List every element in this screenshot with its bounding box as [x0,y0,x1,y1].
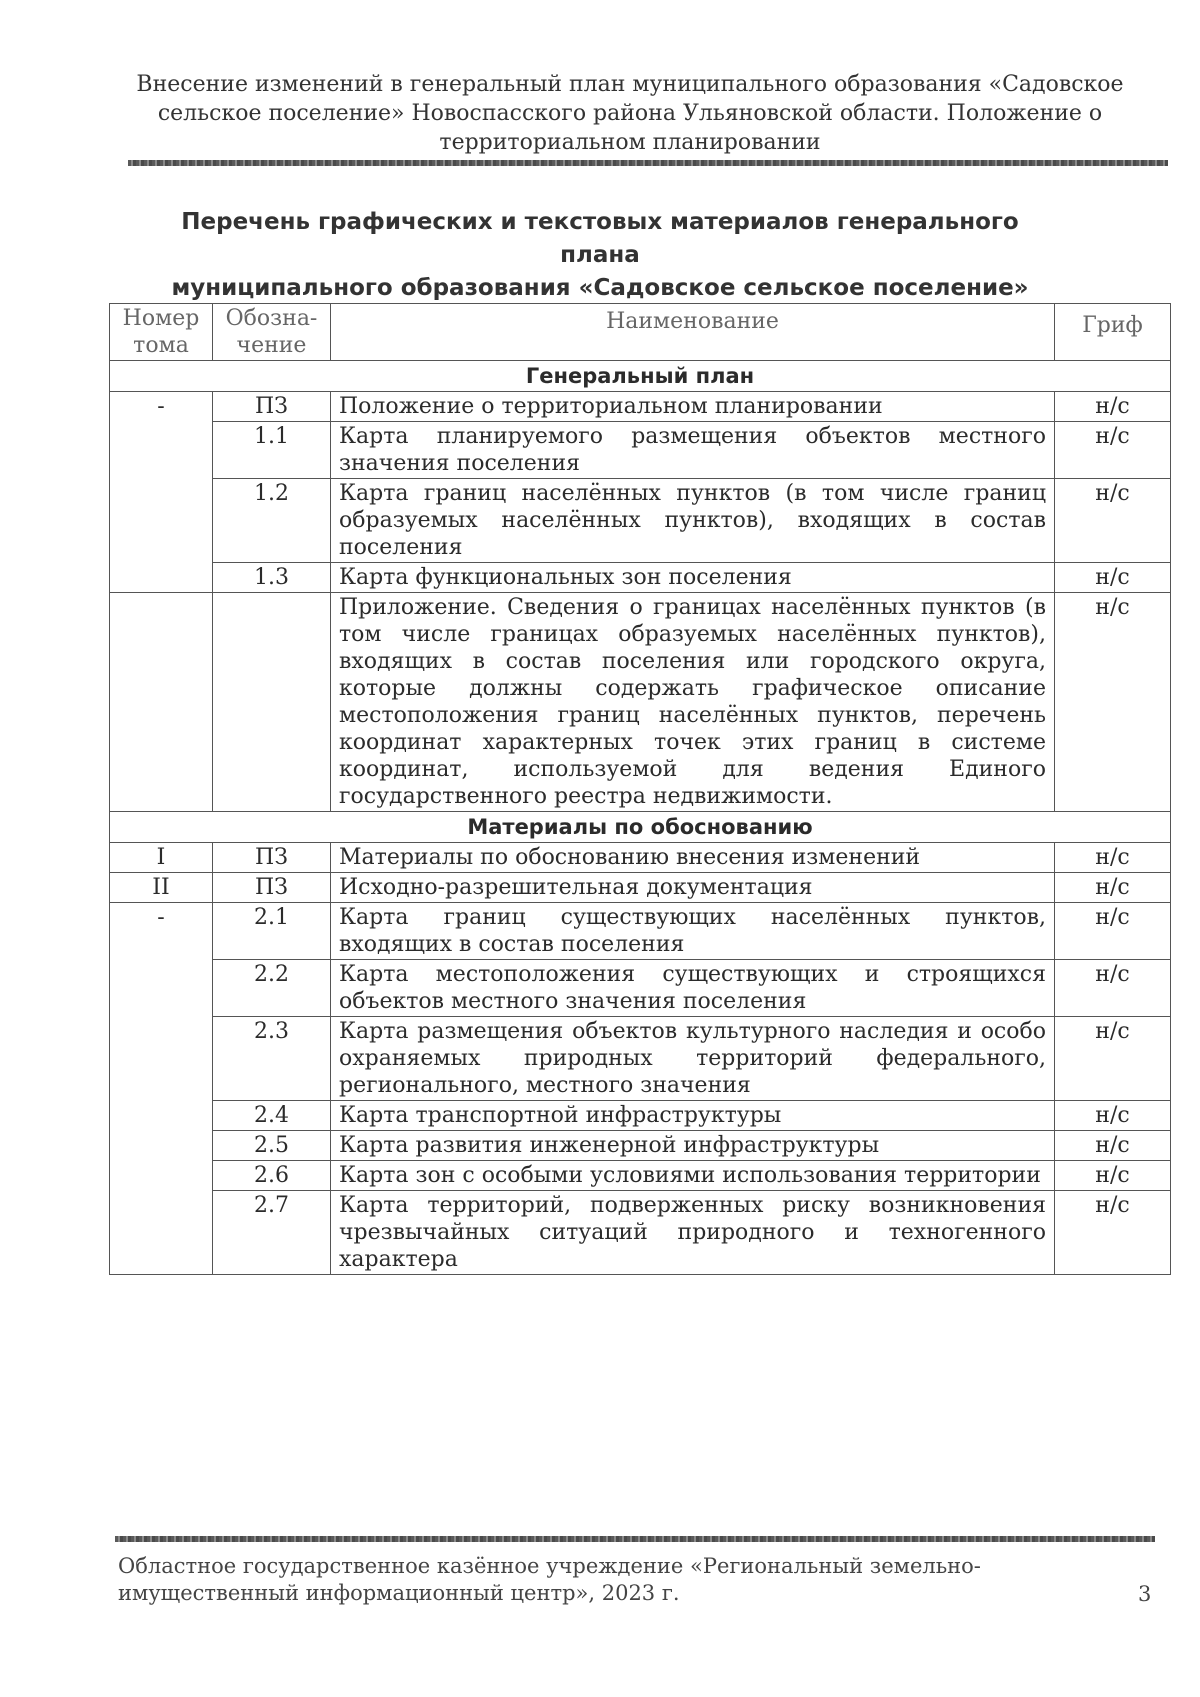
cell-name: Карта функциональных зон поселения [331,563,1055,593]
section-row-justification [110,812,1171,843]
document-title [150,206,1050,305]
table-row [110,1101,1171,1131]
cell-designation: ПЗ [213,873,331,903]
cell-designation [213,593,331,812]
cell-designation: 2.2 [213,960,331,1017]
cell-name: Карта зон с особыми условиями использования территории [331,1161,1055,1191]
cell-grif: н/с [1055,392,1171,422]
cell-grif: н/с [1055,422,1171,479]
running-header: Внесение изменений в генеральный план муниципального образования «Садовское сельское поселение» Новоспасского района Ульяновской области. Положение о территориальном планировании [136,72,1124,155]
cell-name: Карта территорий, подверженных риску возникновения чрезвычайных ситуаций природного и техногенного характера [331,1191,1055,1275]
cell-designation: 1.2 [213,479,331,563]
cell-grif: н/с [1055,1191,1171,1275]
col-header-grif: Гриф [1055,304,1171,361]
cell-designation: 2.3 [213,1017,331,1101]
running-footer: Областное государственное казённое учреждение «Региональный земельно-имущественный информационный центр», 2023 г. [118,1554,981,1605]
cell-volume: - [110,392,213,593]
table-row [110,903,1171,960]
cell-grif: н/с [1055,563,1171,593]
header-rule [128,160,1168,166]
table-header-row [110,304,1171,361]
table-row [110,479,1171,563]
cell-designation: 2.6 [213,1161,331,1191]
table-row [110,960,1171,1017]
footer-rule [115,1536,1155,1542]
table-row [110,1161,1171,1191]
cell-name: Исходно-разрешительная документация [331,873,1055,903]
cell-designation: ПЗ [213,843,331,873]
cell-designation: 1.1 [213,422,331,479]
table-row [110,873,1171,903]
cell-volume: I [110,843,213,873]
table-row [110,1131,1171,1161]
cell-grif: н/с [1055,1131,1171,1161]
cell-name: Карта размещения объектов культурного наследия и особо охраняемых природных территорий федерального, регионального, местного значения [331,1017,1055,1101]
table-row [110,392,1171,422]
table-row [110,1191,1171,1275]
cell-grif: н/с [1055,593,1171,812]
col-header-name: Наименование [331,304,1055,361]
cell-grif: н/с [1055,843,1171,873]
cell-name: Карта местоположения существующих и строящихся объектов местного значения поселения [331,960,1055,1017]
cell-designation: 1.3 [213,563,331,593]
cell-name: Положение о территориальном планировании [331,392,1055,422]
cell-grif: н/с [1055,903,1171,960]
cell-name: Приложение. Сведения о границах населённых пунктов (в том числе границах образуемых населённых пунктов), входящих в состав поселения или городского округа, которые должны содержать графическое описание местоположения границ населённых пунктов, перечень координат характерных точек этих границ в системе координат, используемой для ведения Единого государственного реестра недвижимости. [331,593,1055,812]
cell-volume [110,593,213,812]
cell-grif: н/с [1055,479,1171,563]
table-row-appendix [110,593,1171,812]
cell-grif: н/с [1055,1101,1171,1131]
cell-grif: н/с [1055,960,1171,1017]
cell-designation: 2.4 [213,1101,331,1131]
cell-designation: 2.1 [213,903,331,960]
col-header-volume: Номер тома [110,304,213,361]
cell-name: Карта планируемого размещения объектов местного значения поселения [331,422,1055,479]
page-number: 3 [1138,1582,1152,1606]
cell-grif: н/с [1055,873,1171,903]
table-row [110,843,1171,873]
cell-name: Карта границ населённых пунктов (в том числе границ образуемых населённых пунктов), входящих в состав поселения [331,479,1055,563]
cell-designation: ПЗ [213,392,331,422]
materials-table [109,303,1171,1275]
cell-volume: II [110,873,213,903]
cell-grif: н/с [1055,1161,1171,1191]
cell-name: Карта границ существующих населённых пунктов, входящих в состав поселения [331,903,1055,960]
table-row [110,1017,1171,1101]
table-row [110,563,1171,593]
cell-volume: - [110,903,213,1275]
col-header-designation: Обозна-чение [213,304,331,361]
title-line-1: Перечень графических и текстовых материалов генерального плана [181,209,1019,268]
table-row [110,422,1171,479]
section-row-general-plan [110,361,1171,392]
section-title: Генеральный план [110,361,1171,392]
cell-name: Карта транспортной инфраструктуры [331,1101,1055,1131]
cell-grif: н/с [1055,1017,1171,1101]
section-title: Материалы по обоснованию [110,812,1171,843]
cell-designation: 2.7 [213,1191,331,1275]
cell-name: Материалы по обоснованию внесения изменений [331,843,1055,873]
cell-designation: 2.5 [213,1131,331,1161]
cell-name: Карта развития инженерной инфраструктуры [331,1131,1055,1161]
title-line-2: муниципального образования «Садовское сельское поселение» [171,275,1029,301]
